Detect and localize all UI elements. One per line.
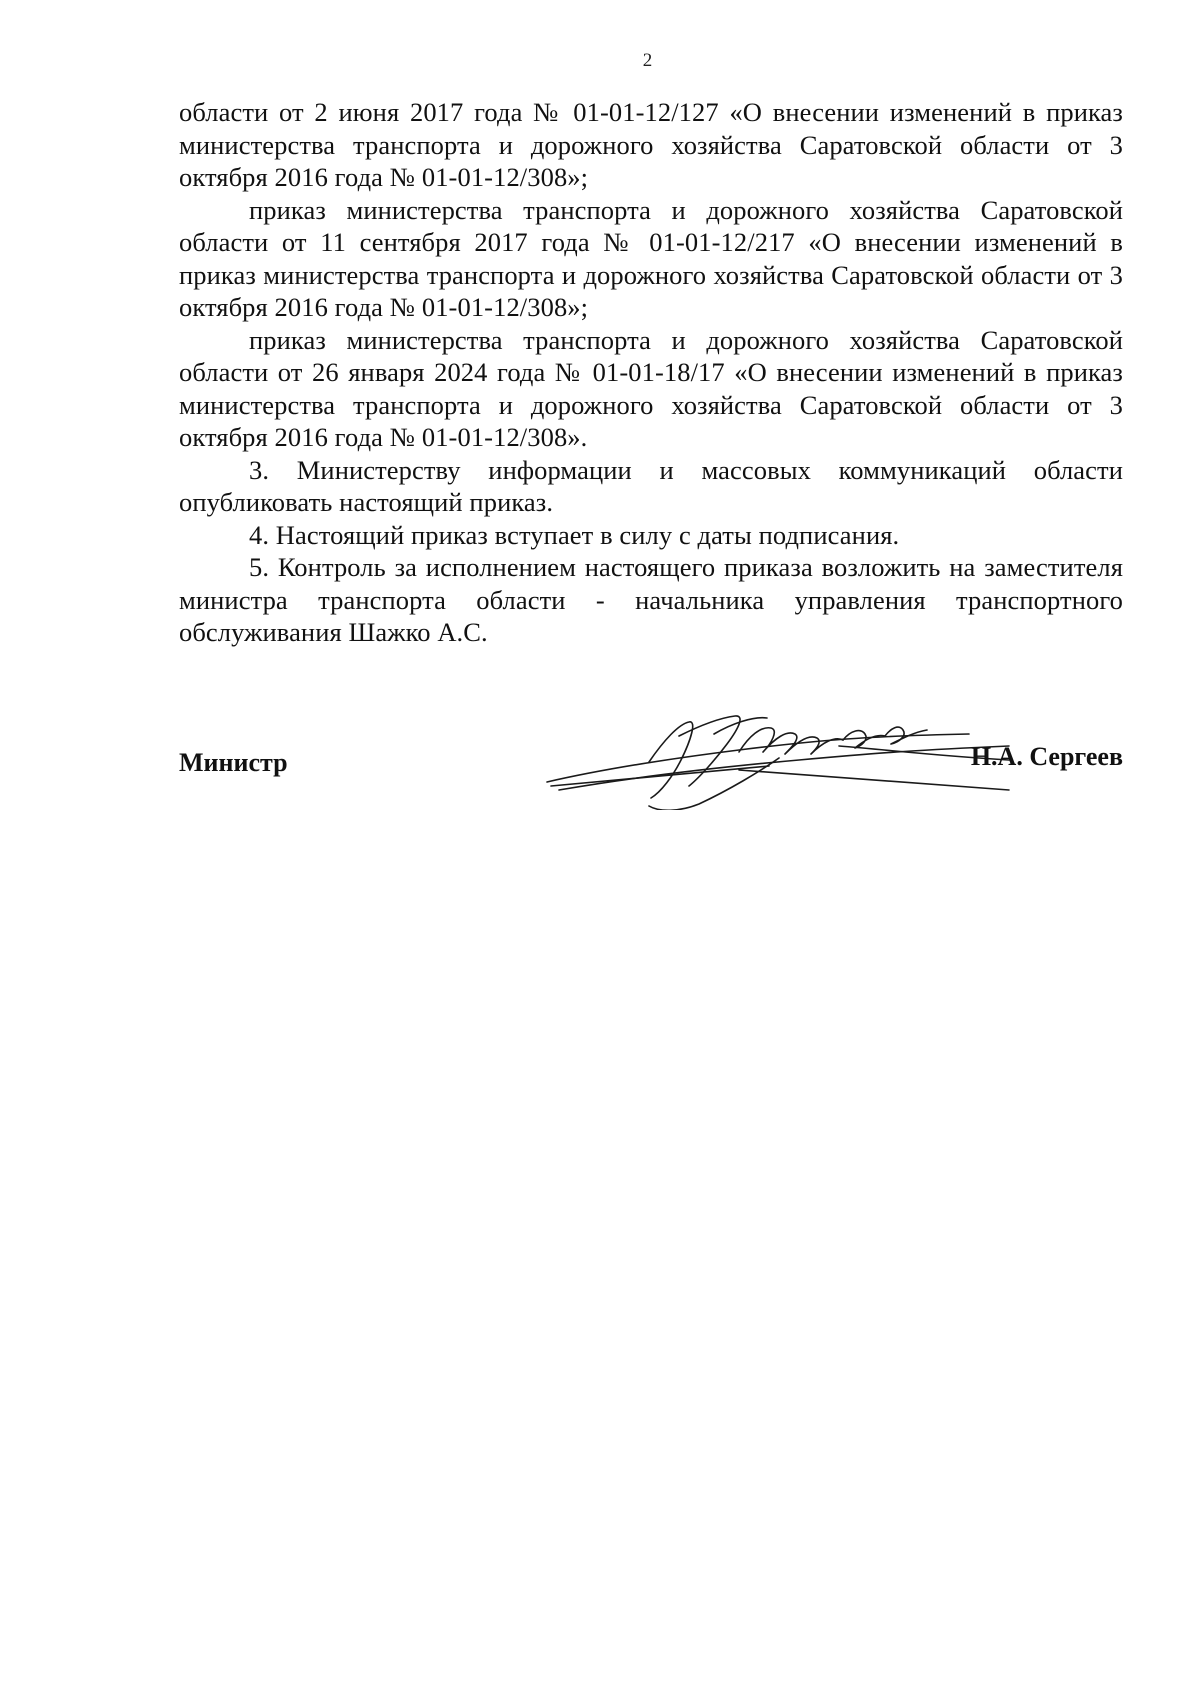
document-body	[179, 96, 1123, 649]
paragraph-order-2024: приказ министерства транспорта и дорожного хозяйства Саратовской области от 26 января 2024 года № 01-01-18/17 «О внесении изменений в приказ министерства транспорта и дорожного хозяйства Саратовской области от 3 октября 2016 года № 01-01-12/308».	[179, 324, 1123, 452]
paragraph-item-4: 4. Настоящий приказ вступает в силу с даты подписания.	[249, 519, 900, 550]
paragraph-item-5: 5. Контроль за исполнением настоящего приказа возложить на заместителя министра транспорта области - начальника управления транспортного обслуживания Шажко А.С.	[179, 552, 1123, 647]
paragraph-order-2017: приказ министерства транспорта и дорожного хозяйства Саратовской области от 11 сентября 2017 года № 01-01-12/217 «О внесении изменений в приказ министерства транспорта и дорожного хозяйства Саратовской области от 3 октября 2016 года № 01-01-12/308»;	[179, 194, 1123, 322]
page-number: 2	[642, 50, 653, 71]
signatory-role: Министр	[179, 748, 288, 777]
paragraph-continuation: области от 2 июня 2017 года № 01-01-12/127 «О внесении изменений в приказ министерства транспорта и дорожного хозяйства Саратовской области от 3 октября 2016 года № 01-01-12/308»;	[179, 97, 1123, 192]
signature-block	[179, 700, 1123, 820]
paragraph-item-3: 3. Министерству информации и массовых коммуникаций области опубликовать настоящий приказ.	[179, 454, 1123, 517]
signatory-name: Н.А. Сергеев	[970, 742, 1123, 771]
